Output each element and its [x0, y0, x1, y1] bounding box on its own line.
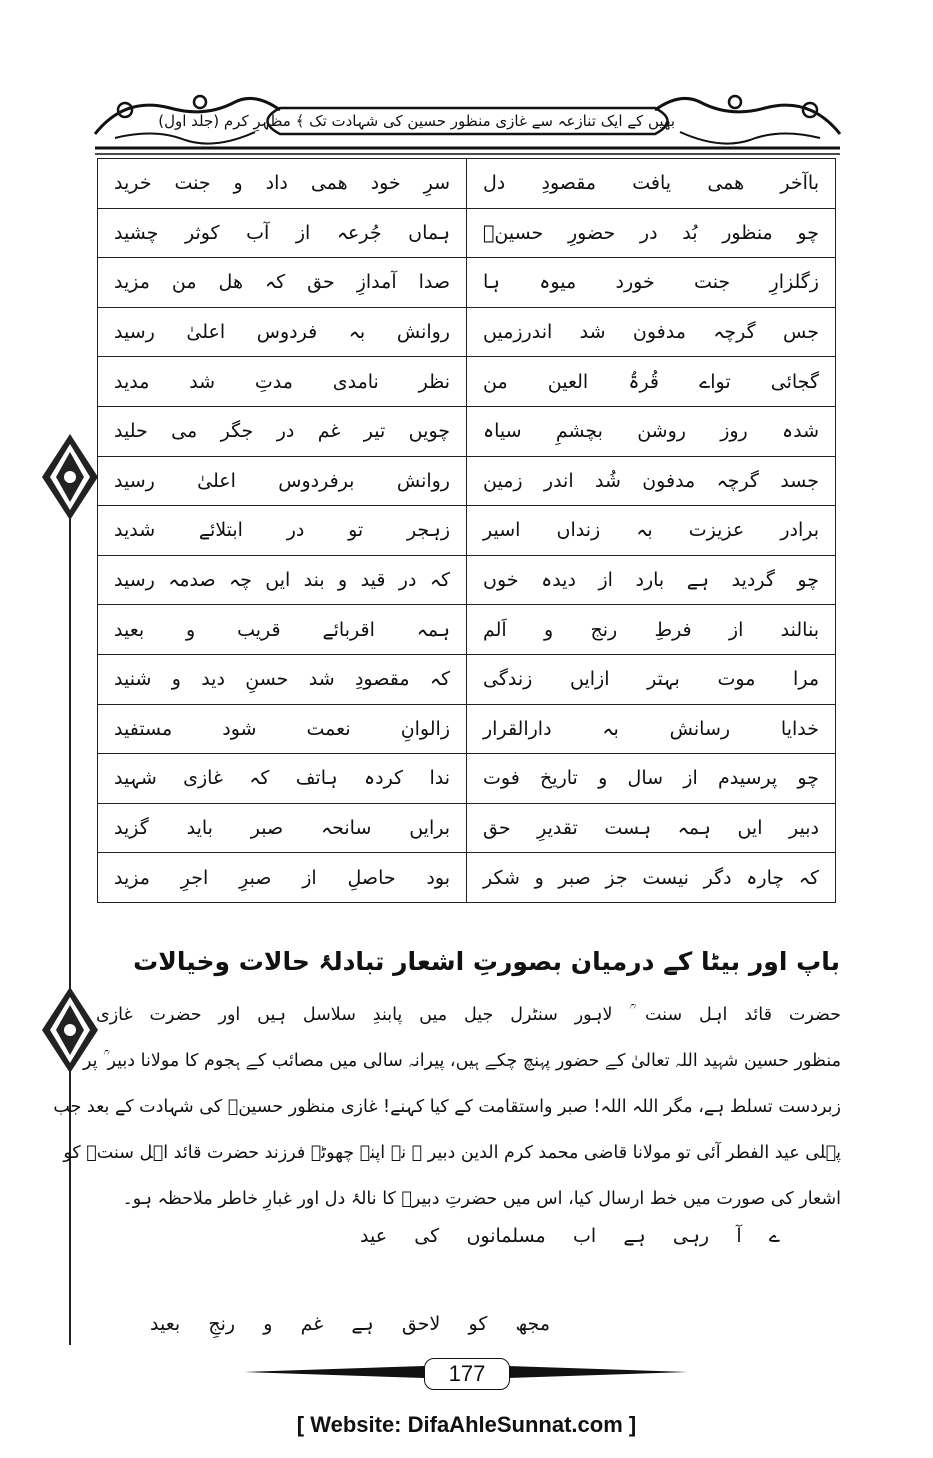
first-hemistich: کہ چارہ دگر نیست جز صبر و شکر — [467, 853, 836, 903]
second-hemistich: ہماں جُرعہ از آب کوثر چشید — [98, 208, 467, 258]
second-hemistich: برایں سانحہ صبر باید گزید — [98, 803, 467, 853]
first-hemistich: مرا موت بہتر ازایں زندگی — [467, 654, 836, 704]
poem-row — [98, 357, 836, 407]
first-hemistich: جسد گرچہ مدفون شُد اندر زمین — [467, 456, 836, 506]
poem-row — [98, 406, 836, 456]
body-line: منظور حسین شہید اللہ تعالیٰ کے حضور پہنچ چکے ہیں، پیرانہ سالی میں مصائب کے ہجوم کا مولانا دبیر ؒ پر — [83, 1051, 841, 1071]
second-hemistich: زہجر تو در ابتلائے شدید — [98, 506, 467, 556]
second-hemistich: کہ مقصودِ شد حسنِ دید و شنید — [98, 654, 467, 704]
second-hemistich: نظر نامدی مدتِ شد مدید — [98, 357, 467, 407]
second-hemistich: چویں تیر غم در جگر می حلید — [98, 406, 467, 456]
first-hemistich: زگلزارِ جنت خورد میوہ ہا — [467, 258, 836, 308]
first-hemistich: چو منظور بُد در حضورِ حسینؓ — [467, 208, 836, 258]
second-hemistich: ندا کردہ ہاتف کہ غازی شہید — [98, 754, 467, 804]
poem-row — [98, 555, 836, 605]
chapter-title: بھیں کے ایک تنازعہ سے غازی منظور حسین کی شہادت تک — [309, 112, 675, 130]
poem-table-body — [98, 159, 836, 903]
poem-row — [98, 208, 836, 258]
first-hemistich: جس گرچہ مدفون شد اندرزمیں — [467, 307, 836, 357]
second-hemistich: زالوانِ نعمت شود مستفید — [98, 704, 467, 754]
second-hemistich: صدا آمدازِ حق کہ ھل من مزید — [98, 258, 467, 308]
first-hemistich: برادر عزیزت بہ زنداں اسیر — [467, 506, 836, 556]
first-hemistich: بنالند از فرطِ رنج و اَلم — [467, 605, 836, 655]
poem-row — [98, 159, 836, 209]
first-hemistich: گجائی تواے قُرۃُ العین من — [467, 357, 836, 407]
page-number: 177 — [424, 1358, 510, 1390]
poem-row — [98, 456, 836, 506]
margin-ornament-icon — [38, 432, 102, 522]
poem-row — [98, 704, 836, 754]
second-hemistich: بود حاصلِ از صبرِ اجرِ مزید — [98, 853, 467, 903]
website-footer[interactable]: [ Website: DifaAhleSunnat.com ] — [296, 1412, 637, 1437]
first-hemistich: خدایا رسانش بہ دارالقرار — [467, 704, 836, 754]
poem-row — [98, 654, 836, 704]
second-hemistich: روانش بہ فردوس اعلیٰ رسید — [98, 307, 467, 357]
first-hemistich: شدہ روز روشن بچشمِ سیاہ — [467, 406, 836, 456]
poem-row — [98, 803, 836, 853]
body-line: حضرت قائد اہل سنت ؒ لاہور سنٹرل جیل میں پابندِ سلاسل ہیں اور حضرت غازی — [96, 1005, 841, 1025]
margin-rule — [69, 440, 71, 1345]
poem-row — [98, 754, 836, 804]
second-hemistich: سرِ خود ھمی داد و جنت خرید — [98, 159, 467, 209]
poem-row — [98, 506, 836, 556]
second-hemistich: روانش برفردوس اعلیٰ رسید — [98, 456, 467, 506]
book-title: مظہرِ کرم (جلد اول) — [158, 112, 291, 130]
poem-row — [98, 258, 836, 308]
body-line: زبردست تسلط ہے، مگر اللہ اللہ! صبر واستقامت کے کیا کہنے! غازی منظور حسینؒ کی شہادت کے بعد جب — [53, 1097, 841, 1117]
first-hemistich: باآخر ھمی یافت مقصودِ دل — [467, 159, 836, 209]
running-title: بھیں کے ایک تنازعہ سے غازی منظور حسین کی شہادت تک ﴾ مظہرِ کرم (جلد اول) — [158, 112, 675, 130]
body-line: اشعار کی صورت میں خط ارسال کیا، اس میں حضرتِ دبیرؒ کا نالۂ دل اور غبارِ خاطر ملاحظہ ہو۔ — [122, 1189, 841, 1209]
first-hemistich: دبیر ایں ہمہ ہست تقدیرِ حق — [467, 803, 836, 853]
first-hemistich: چو پرسیدم از سال و تاریخ فوت — [467, 754, 836, 804]
second-hemistich: ہمہ اقربائے قریب و بعید — [98, 605, 467, 655]
page-header — [95, 88, 840, 160]
body-paragraph — [53, 992, 841, 1222]
section-heading: باپ اور بیٹا کے درمیان بصورتِ اشعار تبادلۂ حالات وخیالات — [133, 947, 840, 976]
verse-line: مجھ کو لاحق ہے غم و رنجِ بعید — [150, 1313, 550, 1335]
poem-row — [98, 853, 836, 903]
poem-row — [98, 605, 836, 655]
poem-table — [97, 158, 836, 903]
body-line: پہلی عید الفطر آئی تو مولانا قاضی محمد کرم الدین دبیر ؒ نے اپنے چھوٹے فرزند حضرت قائد اہل سنتؒ کو — [63, 1143, 841, 1163]
first-hemistich: چو گردید ہے بارد از دیدہ خوں — [467, 555, 836, 605]
second-hemistich: کہ در قید و بند ایں چہ صدمہ رسید — [98, 555, 467, 605]
verse-line: ے آ رہی ہے اب مسلمانوں کی عید — [360, 1225, 780, 1247]
poem-row — [98, 307, 836, 357]
